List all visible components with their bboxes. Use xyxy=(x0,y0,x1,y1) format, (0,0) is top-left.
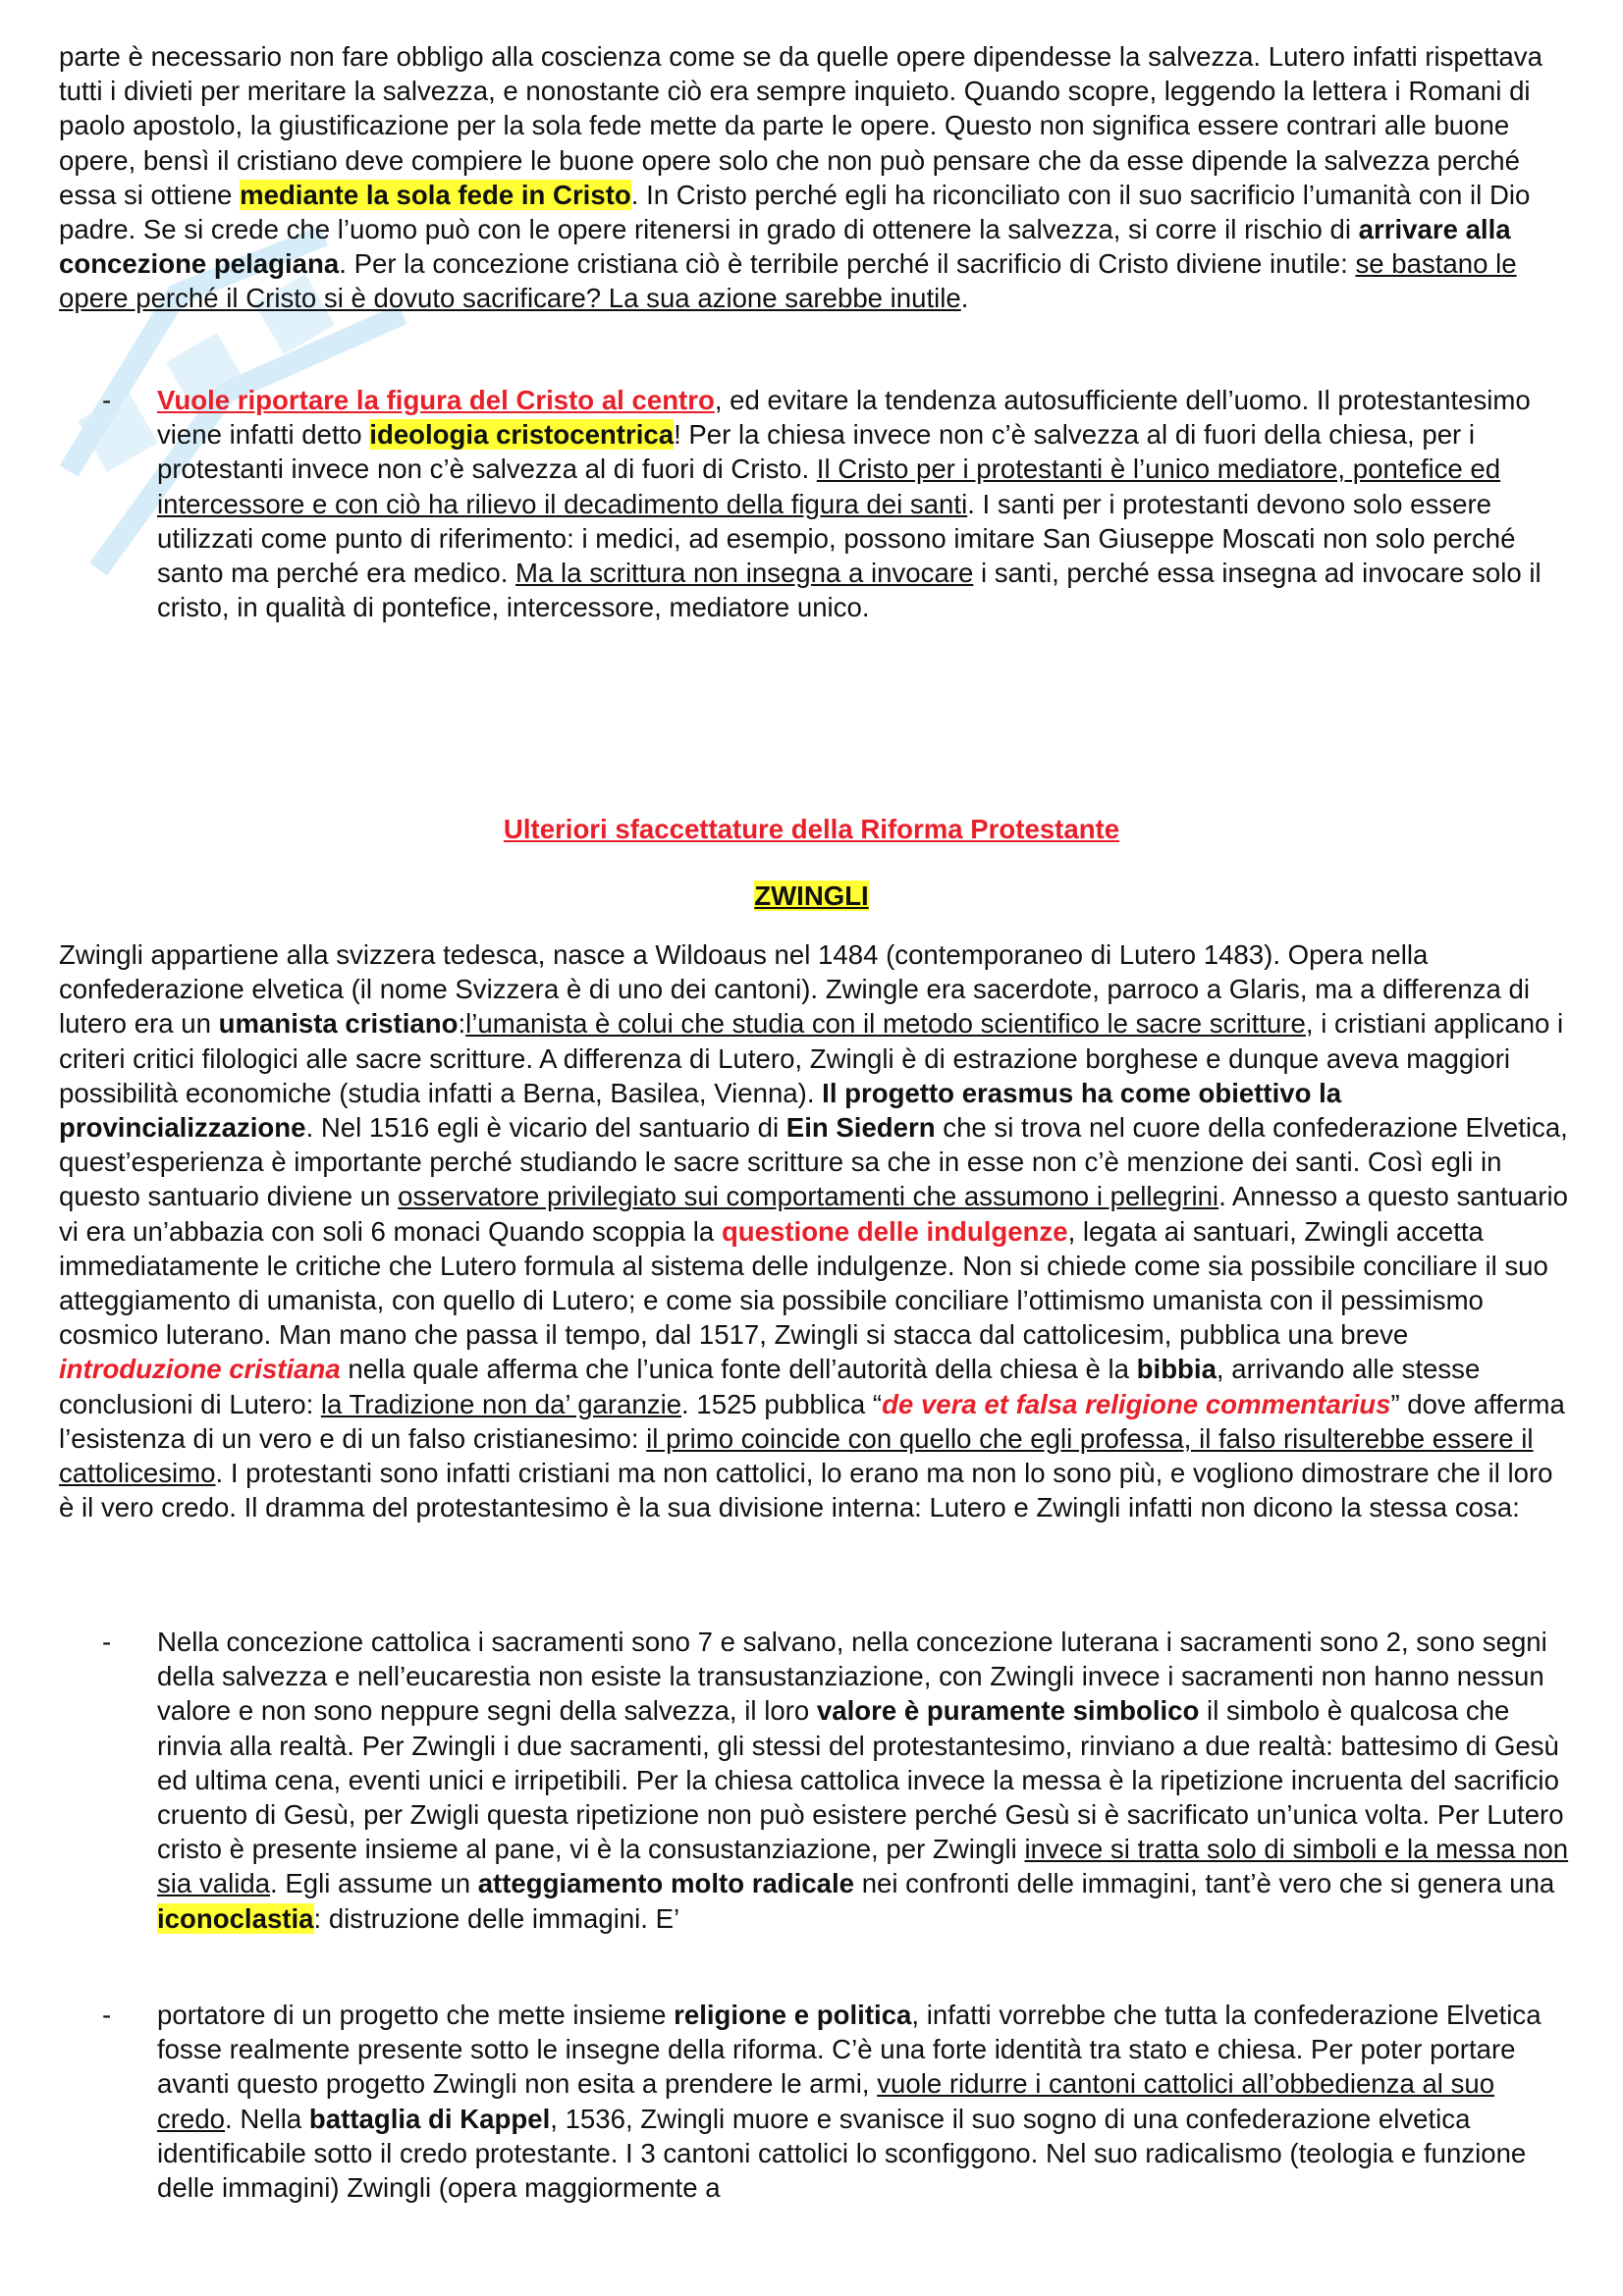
text-run: , legata ai santuari, Zwingli accetta immediatamente le critiche che Lutero formula al sistema delle indulgenze. Non si chiede come sia possibile conciliare il suo atteggiamento di umanista, con quello di Lutero; e come sia possibile conciliare l’ottimismo umanista con il pessimismo cosmico luterano. Man mano che passa il tempo, dal 1517, Zwingli si stacca dal cattolicesim, pubblica una breve xyxy=(59,1215,1548,1351)
underlined-text: Ma la scrittura non insegna a invocare xyxy=(515,558,974,589)
text-run: nella quale afferma che l’unica fonte dell’autorità della chiesa è la xyxy=(340,1354,1137,1385)
bold-text: atteggiamento molto radicale xyxy=(477,1868,855,1899)
text-run: : xyxy=(458,1008,466,1040)
zwingli-paragraph xyxy=(59,937,1571,1524)
bullet-item-cristo xyxy=(157,383,1571,624)
section-subtitle xyxy=(0,879,1623,913)
red-italic-text: introduzione cristiana xyxy=(59,1354,341,1385)
underlined-text: il primo coincide con quello che egli professa, il falso risulterebbe essere il cattolicesimo xyxy=(59,1422,1534,1489)
text-run: Zwingli appartiene alla svizzera tedesca, nasce a Wildoaus nel 1484 (contemporaneo di Lutero 1483). Opera nella confederazione elvetica (il nome Svizzera è di uno dei cantoni). Zwingle era sacerdote, parroco a Glaris, ma a differenza di lutero era un xyxy=(59,939,1530,1040)
text-run: ” dove afferma l’esistenza di un vero e di un falso cristianesimo: xyxy=(59,1388,1565,1454)
text-run: , 1536, Zwingli muore e svanisce il suo sogno di una confederazione elvetica identificabile sotto il credo protestante. I 3 cantoni cattolici lo sconfiggono. Nel suo radicalismo (teologia e funzione delle immagini) Zwingli (opera maggiormente a xyxy=(157,2103,1527,2204)
text-run: , i cristiani applicano i criteri critici filologici alle sacre scritture. A differenza di Lutero, Zwingli è di estrazione borghese e dunque aveva maggiori possibilità economiche (studia infatti a Berna, Basilea, Vienna). xyxy=(59,1008,1564,1108)
underlined-text: se bastano le opere perché il Cristo si è dovuto sacrificare? La sua azione sarebbe inutile xyxy=(59,248,1517,314)
red-emphasis-text: Vuole riportare la figura del Cristo al centro xyxy=(157,385,715,415)
bold-text: bibbia xyxy=(1136,1354,1217,1385)
text-run: nei confronti delle immagini, tant’è vero che si genera una xyxy=(854,1868,1555,1899)
highlight-text: ideologia cristocentrica xyxy=(369,419,675,451)
bold-text: valore è puramente simbolico xyxy=(816,1695,1200,1727)
text-run: Nella concezione cattolica i sacramenti sono 7 e salvano, nella concezione luterana i sacramenti sono 2, sono segni della salvezza e nell’eucarestia non esiste la transustanziazione, con Zwingli invece i sacramenti non hanno nessun valore e non sono neppure segni della salvezza, il loro xyxy=(157,1627,1547,1727)
text-run: . Egli assume un xyxy=(270,1868,478,1899)
bold-text: Ein Siedern xyxy=(785,1112,936,1144)
text-run: . 1525 pubblica “ xyxy=(681,1388,883,1419)
text-run: che si trova nel cuore della confederazione Elvetica, quest’esperienza è importante perché studiando le sacre scritture sa che in esse non c’è menzione dei santi. Così egli in questo santuario diviene un xyxy=(59,1112,1568,1212)
bold-text: umanista cristiano xyxy=(218,1008,459,1040)
highlight-text: mediante la sola fede in Cristo xyxy=(240,179,631,210)
text-run: il simbolo è qualcosa che rinvia alla realtà. Per Zwingli i due sacramenti, gli stessi del protestantesimo, rinviano a due realtà: battesimo di Gesù ed ultima cena, eventi unici e irripetibili. Per la chiesa cattolica invece la messa è la ripetizione incruenta del sacrificio cruento di Gesù, per Zwigli questa ripetizione non può esistere perché Gesù si è sacrificato un’unica volta. Per Lutero cristo è presente insieme al pane, vi è la consustanziazione, per Zwingli xyxy=(157,1695,1564,1865)
top-paragraph xyxy=(59,39,1571,316)
highlight-text: iconoclastia xyxy=(157,1902,314,1934)
text-run: parte è necessario non fare obbligo alla coscienza come se da quelle opere dipendesse la salvezza. Lutero infatti rispettava tutti i divieti per meritare la salvezza, e nonostante ciò era sempre inquieto. Quando scopre, leggendo la lettera i Romani di paolo apostolo, la giustificazione per la sola fede mette da parte le opere. Questo non significa essere contrari alle buone opere, bensì il cristiano deve compiere le buone opere solo che non può pensare che da esse dipende la salvezza perché essa si ottiene xyxy=(59,41,1542,210)
underlined-text: osservatore privilegiato sui comportamenti che assumono i pellegrini xyxy=(398,1181,1219,1212)
section-title: Ulteriori sfaccettature della Riforma Protestante xyxy=(503,814,1120,844)
underlined-text: l’umanista è colui che studia con il metodo scientifico le sacre scritture xyxy=(465,1008,1306,1040)
underlined-text: invece si tratta solo di simboli e la messa non sia valida xyxy=(157,1834,1569,1899)
text-run: . I santi per i protestanti devono solo essere utilizzati come punto di riferimento: i medici, ad esempio, possono imitare San Giuseppe Moscati non solo perché santo ma perché era medico. xyxy=(157,488,1516,589)
underlined-text: la Tradizione non da’ garanzie xyxy=(320,1388,682,1419)
underlined-text: vuole ridurre i cantoni cattolici all’obbedienza al suo credo xyxy=(157,2068,1495,2134)
bullet-dash: - xyxy=(102,2000,112,2030)
text-run: . Nella xyxy=(225,2103,309,2134)
text-run: . xyxy=(960,283,969,314)
bold-text: religione e politica xyxy=(674,2000,912,2030)
text-run: i santi, perché essa insegna ad invocare solo il cristo, in qualità di pontefice, intercessore, mediatore unico. xyxy=(157,558,1542,623)
text-run: . Per la concezione cristiana ciò è terribile perché il sacrificio di Cristo diviene inutile: xyxy=(339,248,1356,280)
bold-text: battaglia di Kappel xyxy=(308,2103,551,2134)
bullet-item-sacramenti xyxy=(157,1625,1571,1936)
bullet-dash: - xyxy=(102,385,112,415)
red-emphasis-text: questione delle indulgenze xyxy=(721,1215,1068,1247)
text-run: portatore di un progetto che mette insieme xyxy=(157,2000,675,2030)
bullet-item-politica xyxy=(157,1998,1571,2205)
text-run: . Nel 1516 egli è vicario del santuario di xyxy=(305,1112,786,1144)
text-run: . Annesso a questo santuario vi era un’abbazia con soli 6 monaci Quando scoppia la xyxy=(59,1181,1568,1247)
underlined-text: Il Cristo per i protestanti è l’unico mediatore, pontefice ed intercessore e con ciò ha rilievo il decadimento della figura dei santi xyxy=(157,454,1501,519)
text-run: , infatti vorrebbe che tutta la confederazione Elvetica fosse realmente presente sotto le insegne della riforma. C’è una forte identità tra stato e chiesa. Per poter portare avanti questo progetto Zwingli non esita a prendere le armi, xyxy=(157,2000,1542,2100)
bold-text: arrivare alla concezione pelagiana xyxy=(59,214,1511,280)
bold-text: Il progetto erasmus ha come obiettivo la provincializzazione xyxy=(59,1077,1342,1144)
text-run: : distruzione delle immagini. E’ xyxy=(313,1902,680,1934)
subtitle-text: ZWINGLI xyxy=(754,881,869,911)
text-run: . I protestanti sono infatti cristiani ma non cattolici, lo erano ma non lo sono più, e vogliono dimostrare che il loro è il vero credo. Il dramma del protestantesimo è la sua divisione interna: Lutero e Zwingli infatti non dicono la stessa cosa: xyxy=(59,1458,1553,1523)
text-run: . In Cristo perché egli ha riconciliato con il suo sacrificio l’umanità con il Dio padre. Se si crede che l’uomo può con le opere ritenersi in grado di ottenere la salvezza, si corre il rischio di xyxy=(59,179,1531,245)
bullet-dash: - xyxy=(102,1627,112,1657)
red-italic-text: de vera et falsa religione commentarius xyxy=(882,1388,1391,1419)
text-run: , arrivando alle stesse conclusioni di Lutero: xyxy=(59,1354,1481,1419)
text-run: ! Per la chiesa invece non c’è salvezza al di fuori della chiesa, per i protestanti invece non c’è salvezza al di fuori di Cristo. xyxy=(157,419,1476,485)
text-run: , ed evitare la tendenza autosufficiente dell’uomo. Il protestantesimo viene infatti detto xyxy=(157,385,1531,451)
